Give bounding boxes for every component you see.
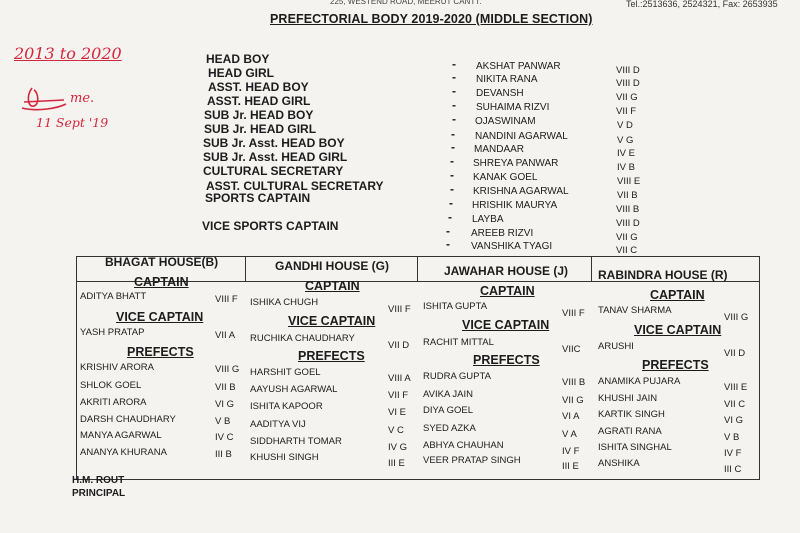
prefect-class: VI E — [388, 407, 406, 418]
prefect-name: KHUSHI SINGH — [250, 452, 319, 463]
prefect-class: VI G — [215, 399, 235, 410]
prefect-name: AVIKA JAIN — [423, 389, 473, 400]
officer-name: MANDAAR — [474, 144, 525, 155]
prefect-class: VIII A — [388, 373, 411, 384]
prefect-class: VII C — [724, 399, 746, 410]
page-title: PREFECTORIAL BODY 2019-2020 (MIDDLE SECTION) — [270, 12, 593, 26]
captain-name: ISHIKA CHUGH — [250, 297, 319, 308]
handwritten-signature — [18, 82, 108, 116]
school-address: 225, WESTEND ROAD, MEERUT CANTT. — [330, 0, 482, 6]
captain-class: VIII G — [724, 312, 749, 323]
officer-position: ASST. HEAD GIRL — [207, 94, 311, 108]
officer-class: VIII E — [617, 176, 641, 187]
officer-class: IV E — [617, 148, 635, 159]
officer-dash: - — [451, 140, 455, 154]
officer-name: NANDINI AGARWAL — [475, 131, 568, 142]
officer-class: VIII D — [616, 218, 640, 229]
officer-name: HRISHIK MAURYA — [472, 200, 558, 211]
prefect-name: DARSH CHAUDHARY — [80, 414, 176, 425]
officer-dash: - — [452, 112, 456, 126]
prefect-class: V C — [388, 425, 404, 436]
officer-name: SUHAIMA RIZVI — [476, 102, 550, 113]
prefect-class: VII G — [562, 395, 584, 406]
vice-captain-class: VII D — [388, 340, 410, 351]
prefects-heading: PREFECTS — [642, 358, 709, 372]
officer-class: VII B — [617, 190, 638, 201]
officer-position: CULTURAL SECRETARY — [203, 164, 344, 178]
officer-dash: - — [446, 237, 450, 251]
officer-name: SHREYA PANWAR — [473, 158, 559, 169]
prefect-class: IV C — [215, 432, 234, 443]
officer-position: SUB Jr. HEAD GIRL — [204, 122, 317, 136]
table-divider — [417, 257, 418, 281]
officer-class: VII G — [616, 92, 638, 103]
vice-captain-class: VII D — [724, 348, 746, 359]
officer-name: DEVANSH — [476, 88, 524, 99]
captain-name: ISHITA GUPTA — [423, 301, 488, 312]
officer-name: AKSHAT PANWAR — [476, 61, 561, 72]
officer-class: VII G — [616, 232, 638, 243]
vice-captain-class: VIIC — [562, 344, 581, 355]
house-header: BHAGAT HOUSE(B) — [105, 255, 219, 269]
phone-fax: Tel.:2513636, 2524321, Fax: 2653935 — [626, 0, 778, 9]
captain-heading: CAPTAIN — [305, 279, 360, 293]
signatory-title: PRINCIPAL — [72, 488, 126, 499]
signature-text: me. — [70, 91, 95, 106]
house-header: RABINDRA HOUSE (R) — [598, 268, 728, 282]
officer-class: VIII B — [616, 204, 640, 215]
prefect-class: IV F — [724, 448, 742, 459]
captain-class: VIII F — [388, 304, 411, 315]
officer-dash: - — [450, 154, 454, 168]
prefect-name: ISHITA SINGHAL — [598, 442, 672, 453]
officer-class: VII F — [616, 106, 637, 117]
officer-position: HEAD GIRL — [208, 66, 274, 80]
officer-name: VANSHIKA TYAGI — [471, 241, 553, 252]
prefect-class: IV G — [388, 442, 408, 453]
vice-captain-heading: VICE CAPTAIN — [462, 318, 550, 332]
officer-class: V G — [617, 135, 634, 146]
officer-position: ASST. HEAD BOY — [208, 80, 309, 94]
captain-class: VIII F — [562, 308, 585, 319]
vice-captain-name: ARUSHI — [598, 341, 634, 352]
prefect-name: VEER PRATAP SINGH — [423, 455, 521, 466]
prefect-name: RUDRA GUPTA — [423, 371, 491, 382]
officer-dash: - — [450, 168, 454, 182]
prefect-name: ANANYA KHURANA — [80, 447, 167, 458]
officer-name: OJASWINAM — [475, 116, 536, 127]
prefect-class: VI A — [562, 411, 580, 422]
officer-dash: - — [450, 182, 454, 196]
vice-captain-heading: VICE CAPTAIN — [116, 310, 204, 324]
prefects-heading: PREFECTS — [127, 345, 194, 359]
prefect-name: ISHITA KAPOOR — [250, 401, 323, 412]
prefect-name: SYED AZKA — [423, 423, 476, 434]
captain-class: VIII F — [215, 294, 238, 305]
prefect-class: VII F — [388, 390, 409, 401]
prefect-name: KRISHIV ARORA — [80, 362, 154, 373]
prefect-name: ANAMIKA PUJARA — [598, 376, 681, 387]
prefect-class: VIII E — [724, 382, 748, 393]
prefects-heading: PREFECTS — [473, 353, 540, 367]
prefect-class: III C — [724, 464, 742, 475]
prefect-name: AAYUSH AGARWAL — [250, 384, 338, 395]
officer-dash: - — [452, 98, 456, 112]
officer-class: VIII D — [616, 78, 640, 89]
officer-name: KRISHNA AGARWAL — [473, 186, 569, 197]
officer-dash: - — [446, 224, 450, 238]
officer-position: HEAD BOY — [206, 52, 270, 66]
prefect-class: V A — [562, 429, 577, 440]
officer-dash: - — [451, 127, 455, 141]
prefect-class: VIII B — [562, 377, 586, 388]
officer-dash: - — [449, 196, 453, 210]
officer-class: IV B — [617, 162, 635, 173]
captain-heading: CAPTAIN — [134, 275, 189, 289]
prefect-name: MANYA AGARWAL — [80, 430, 162, 441]
officer-dash: - — [452, 84, 456, 98]
signatory-name: H.M. ROUT — [72, 475, 125, 486]
prefect-name: HARSHIT GOEL — [250, 367, 321, 378]
officer-class: VII C — [616, 245, 638, 256]
house-header: GANDHI HOUSE (G) — [275, 259, 389, 273]
prefect-name: DIYA GOEL — [423, 405, 473, 416]
prefect-class: III B — [215, 449, 232, 460]
prefect-class: III E — [388, 458, 405, 469]
table-divider — [591, 257, 592, 281]
prefect-name: AKRITI ARORA — [80, 397, 147, 408]
prefect-class: IV F — [562, 446, 580, 457]
house-header: JAWAHAR HOUSE (J) — [444, 264, 569, 278]
officer-position: SUB Jr. HEAD BOY — [204, 108, 314, 122]
officer-dash: - — [452, 57, 456, 71]
captain-name: ADITYA BHATT — [80, 291, 147, 302]
captain-heading: CAPTAIN — [650, 288, 705, 302]
prefect-class: VII B — [215, 382, 236, 393]
prefect-class: V B — [724, 432, 740, 443]
officer-dash: - — [448, 210, 452, 224]
prefect-name: SHLOK GOEL — [80, 380, 142, 391]
officer-dash: - — [452, 70, 456, 84]
officer-position: ASST. CULTURAL SECRETARY — [206, 179, 384, 193]
captain-heading: CAPTAIN — [480, 284, 535, 298]
prefect-name: SIDDHARTH TOMAR — [250, 436, 342, 447]
prefect-name: KARTIK SINGH — [598, 409, 665, 420]
handwritten-date: 11 Sept '19 — [36, 115, 109, 130]
handwritten-years: 2013 to 2020 — [14, 44, 122, 63]
officer-position: SUB Jr. Asst. HEAD BOY — [203, 136, 345, 150]
prefect-name: KHUSHI JAIN — [598, 393, 658, 404]
officer-name: LAYBA — [472, 214, 504, 225]
prefects-heading: PREFECTS — [298, 349, 365, 363]
prefect-class: V B — [215, 416, 231, 427]
officer-position: VICE SPORTS CAPTAIN — [202, 219, 339, 233]
vice-captain-name: RUCHIKA CHAUDHARY — [250, 333, 355, 344]
vice-captain-class: VII A — [215, 330, 236, 341]
vice-captain-heading: VICE CAPTAIN — [288, 314, 376, 328]
vice-captain-heading: VICE CAPTAIN — [634, 323, 722, 337]
prefect-name: ABHYA CHAUHAN — [423, 440, 504, 451]
prefect-name: ANSHIKA — [598, 458, 640, 469]
captain-name: TANAV SHARMA — [598, 305, 672, 316]
prefect-class: VI G — [724, 415, 744, 426]
officer-class: V D — [617, 120, 633, 131]
officer-name: NIKITA RANA — [476, 74, 538, 85]
vice-captain-name: RACHIT MITTAL — [423, 337, 494, 348]
officer-class: VIII D — [616, 65, 640, 76]
prefect-name: AADITYA VIJ — [250, 419, 306, 430]
officer-position: SPORTS CAPTAIN — [205, 191, 311, 205]
prefect-class: VIII G — [215, 364, 240, 375]
officer-name: KANAK GOEL — [473, 172, 538, 183]
vice-captain-name: YASH PRATAP — [80, 327, 145, 338]
officer-position: SUB Jr. Asst. HEAD GIRL — [203, 150, 348, 164]
officer-name: AREEB RIZVI — [471, 228, 534, 239]
table-divider — [245, 257, 246, 281]
prefect-class: III E — [562, 461, 579, 472]
prefect-name: AGRATI RANA — [598, 426, 662, 437]
